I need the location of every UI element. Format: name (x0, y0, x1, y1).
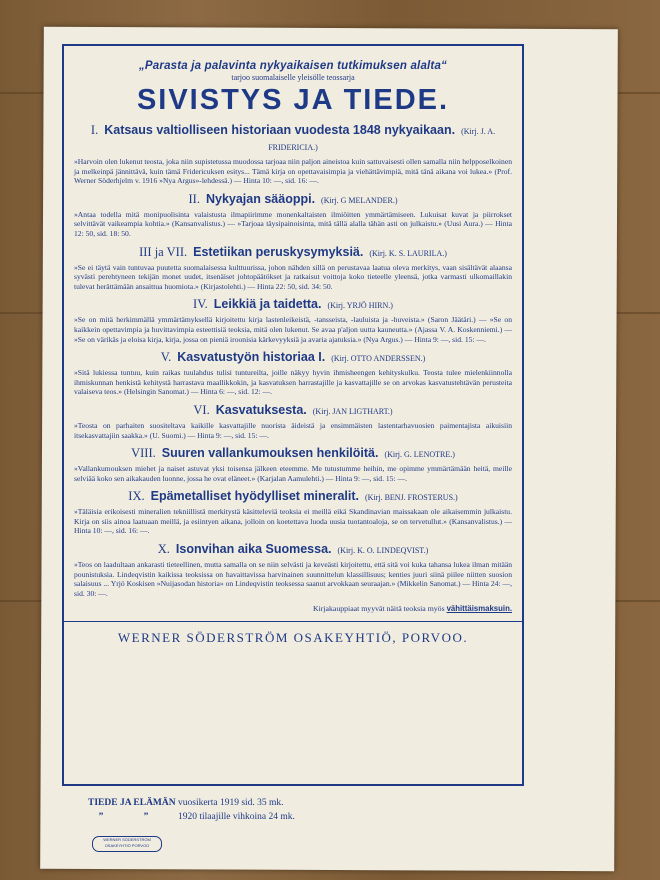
intro-text: tarjoo suomalaiselle yleisölle teossarja (231, 73, 355, 82)
entry-review: »Vallankumouksen miehet ja naiset astuvat yksi toisensa jälkeen eteemme. Me tutustumme heihin, me opimme ymmärtämään heitä, meille selviää koko sen aikakauden luonne, jossa he ovat eläneet.» (Karjalan Aamulehti.) — Hinta 9: —, sid. 15: —. (74, 464, 512, 483)
entry-title: Nykyajan sääoppi. (205, 191, 316, 206)
entry-title: Isonvihan aika Suomessa. (175, 542, 332, 557)
entry-review: »Sitä lukiessa tuntuu, kuin raikas tuulahdus tulisi tuntureilta, joille näkyy hyvin ihmisheengen kehityskulku. Teosta tulee mielenkiinnolla ihmiskunnan henkistä kehitystä harrastava maallikkokin, ja kasvatuksen harrastajille ja kasvattajille se on arvokas kasvatustehtävän perusteita valaiseva teos.» (Helsingin Sanomat.) — Hinta 6: —, sid. 12: —. (74, 368, 512, 397)
book-entry (74, 350, 512, 397)
printer-stamp: WERNER SÖDERSTRÖM OSAKEYHTIÖ PORVOO (92, 836, 162, 852)
entry-number: IX. (128, 489, 145, 504)
entry-number: II. (188, 191, 200, 206)
installment-text: Kirjakauppiaat myyvät näitä teoksia myös (312, 604, 445, 614)
entry-author: (Kirj. BENJ. FROSTERUS.) (365, 493, 458, 503)
journal-name: TIEDE JA ELÄMÄN (88, 798, 176, 808)
book-entry (74, 245, 512, 292)
entry-number: VIII. (131, 446, 156, 461)
subscription-info (88, 796, 508, 824)
entry-author: (Kirj. YRJÖ HIRN.) (327, 301, 393, 311)
advertisement-frame (62, 44, 524, 786)
tagline: „Parasta ja palavinta nykyaikaisen tutkimuksen alalta“ (138, 60, 448, 72)
entry-review: »Teosta on parhaiten suositeltava kaikille kasvattajille nuorista äideistä ja ensimmäisten lastentarhavuosien paimentajista aikuisiin itsekasvattajiin saakka.» (U. Suomi.) — Hinta 9: —, sid. 15: —. (74, 420, 512, 440)
entry-number: IV. (193, 297, 208, 312)
subscription-detail: vuosikerta 1919 sid. 35 mk. (178, 798, 284, 808)
entry-author: (Kirj. JAN LIGTHART.) (312, 406, 393, 416)
entry-author: (Kirj. K. O. LINDEQVIST.) (337, 546, 429, 556)
subscription-line (88, 810, 508, 824)
entry-author: (Kirj. K. S. LAURILA.) (369, 248, 447, 258)
publisher-name: WERNER SÖDERSTRÖM OSAKEYHTIÖ, PORVOO. (117, 630, 469, 646)
entry-title: Leikkiä ja taidetta. (213, 297, 322, 312)
book-entry (74, 446, 512, 483)
entry-review: »Se on mitä herkimmällä ymmärtämyksellä kirjoitettu kirja lastenleikeistä, -tansseista, -lauluista ja -huveista.» (Saron Jäätäri.) — »Se on kaikkein opettavimpia ja huvittavimpia esteettisiä teoksia, mitä olen lukenut. Se avaa p'aljon uutta kauneutta.» (Ajassa V. A. Koskenniemi.) — »Se on värikäs ja eloisa kirja, kirja, jossa on pieniä iroonisia kärkevyyksiä ja avaria ajatuksia.» (Nya Argus.) — Hinta 9: —, sid. 15: —. (74, 315, 512, 344)
entry-author: (Kirj. OTTO ANDERSSEN.) (331, 354, 426, 364)
ditto-mark: ” (98, 812, 104, 822)
entry-author: (Kirj. G. LENOTRE.) (384, 450, 455, 460)
entry-review: »Se ei täytä vain tuntuvaa puutetta suomalaisessa kulttuurissa, johon nähden sillä on perustavaa laatua oleva merkitys, vaan sisältävät alaansa syvästi perehtyneen tekijän monet uudet, itsenäiset johtopäätökset ja ratkaisut voittoja koko tieteelle yleensä, jotka varmasti ulkomaillakin tulevat herättämään ansaittua huomiota.» (Kirjastolehti.) — Hinta 22: 50, sid. 34: 50. (74, 262, 512, 291)
entry-author: (Kirj. G MELANDER.) (321, 195, 398, 205)
entry-number: VI. (193, 402, 210, 417)
entry-number: I. (90, 123, 99, 137)
subscription-detail: 1920 tilaajille vihkoina 24 mk. (178, 812, 295, 822)
book-entry (74, 192, 512, 239)
entry-title: Kasvatustyön historiaa I. (177, 350, 326, 365)
series-title: SIVISTYS JA TIEDE. (136, 84, 450, 116)
installment-emphasis: vähittäismaksuin. (446, 604, 512, 614)
entry-review: »Harvoin olen lukenut teosta, joka niin supistetussa muodossa tarjoaa niin paljon aineistoa kuin sattuvaisesti ollen samalla niin helpposelkoinen ja melkeinpä jännittävä, kuin tämä Fridericuksen esitys... Tämä kirja on opettavaisimpia ja viehättävimpiä, mitä tänä aikana voi lukea.» (Prof. Werner Söderhjelm v. 1916 »Nya Argus»-lehdessä.) — Hinta 10: —, sid. 16: —. (74, 157, 512, 186)
entry-review: »Antaa todella mitä monipuolisinta valaistusta ilmapiirimme monenkaltaisten ilmiöitten ymmärtämiseen. Lukuisat kuvat ja piirrokset selvittävät vaikeampia kohtia.» (Kansanvalistus.) — »Tarjoaa täysipainoisinta, mitä tällä alalla tähän asti on julkaistu.» (Uusi Aura.) — Hinta 12: 50, sid. 18: 50. (74, 209, 512, 238)
entry-number: III ja VII. (139, 244, 188, 259)
book-entry (74, 297, 512, 344)
entry-title: Epämetalliset hyödylliset mineralit. (150, 489, 360, 504)
entry-title: Estetiikan peruskysymyksiä. (193, 244, 364, 259)
entry-number: X. (157, 542, 170, 557)
ditto-mark: ” (143, 812, 149, 822)
subscription-line (88, 796, 508, 810)
installment-note (74, 604, 512, 613)
book-entry (74, 489, 512, 536)
entry-review: »Teos on laadultaan ankarasti tieteellinen, mutta samalla on se niin selvästi ja keveästi kirjoitettu, että sitä voi kuka tahansa lukea ilman mitään pounistuksia. Lindeqvistin kaikissa teoksissa on havaittavissa harvinainen suunnittelun klassillisuus; kenties juuri siinä piilee niitten suosion salaisuus ... Yrjö Koskisen »Nuijasodan historia» on Lindeqvistin teoksessa saanut arvokkaan seuraajan.» (Mikkelin Sanomat.) — Hinta 24: —, sid. 30: —. (74, 560, 512, 598)
book-entry (74, 403, 512, 440)
entry-title: Suuren vallankumouksen henkilöitä. (161, 446, 379, 461)
entry-title: Kasvatuksesta. (215, 402, 307, 417)
entry-number: V. (160, 350, 172, 365)
entry-review: »Täläisia erikoisesti mineralien tekniillistä merkitystä käsitteleviä teoksia ei meillä eikä Skandinavian maissakaan ole aikaisemmin julkaistu. Kirja on siis ainoa laatuaan meillä, ja esiintyen aikana, jolloin on koetettava luoda uusia tuotantoaloja, se on tervetullut.» (Kansanvalistus.) — Hinta 10: —, sid. 16: —. (74, 507, 512, 536)
entry-title: Katsaus valtiolliseen historiaan vuodesta 1848 nykyaikaan. (104, 123, 456, 137)
book-entry (74, 123, 512, 186)
book-entry (74, 542, 512, 598)
entry-author: (Kirj. J. A. FRIDERICIA.) (268, 127, 496, 152)
